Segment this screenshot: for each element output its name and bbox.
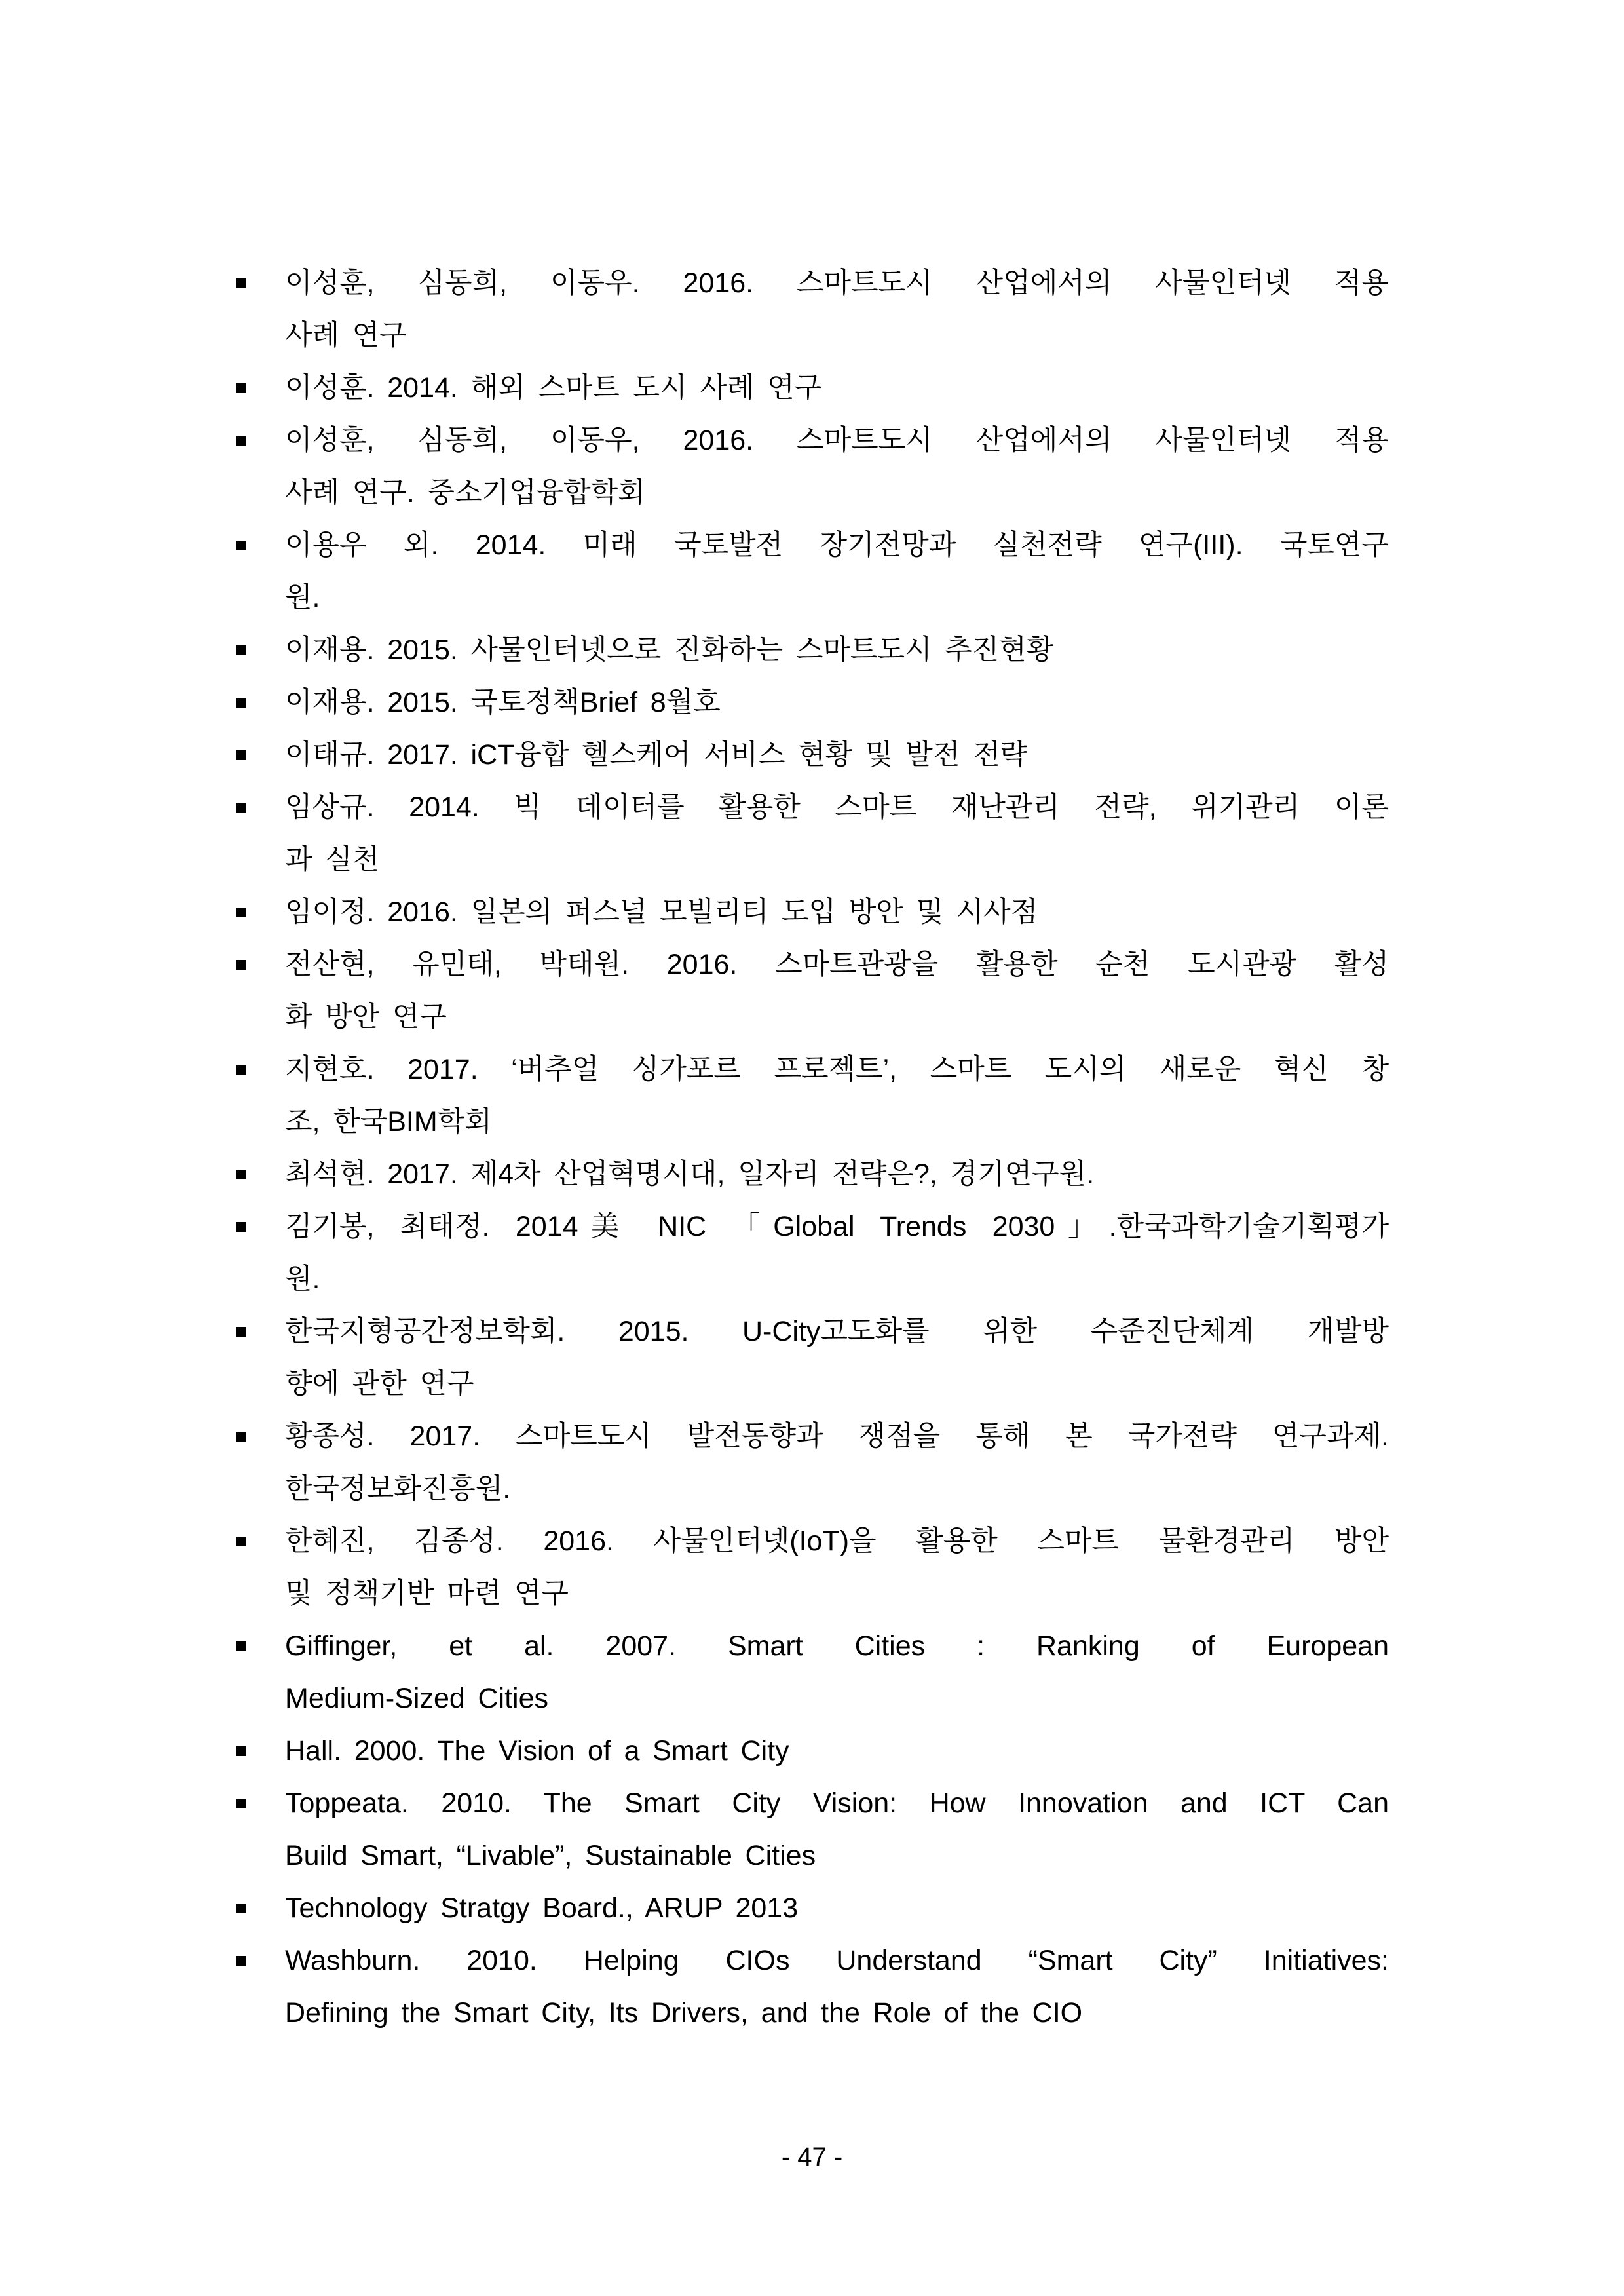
reference-line: 이성훈. 2014. 해외 스마트 도시 사례 연구 (285, 372, 822, 404)
reference-item (235, 1725, 1389, 1777)
reference-text (285, 1043, 1389, 1148)
reference-item (235, 362, 1389, 414)
square-bullet-icon (236, 1327, 246, 1337)
reference-item (235, 1305, 1389, 1410)
reference-line: 이재용. 2015. 사물인터넷으로 진화하는 스마트도시 추진현황 (285, 634, 1054, 666)
reference-line: 한국지형공간정보학회. 2015. U-City고도화를 위한 수준진단체계 개발방 (285, 1316, 1389, 1347)
reference-text (285, 1725, 1389, 1777)
reference-item (235, 1777, 1389, 1882)
page-number: - 47 - (781, 2143, 843, 2172)
reference-line: 원. (285, 1263, 320, 1295)
reference-line: Build Smart, “Livable”, Sustainable Cities (285, 1840, 816, 1871)
reference-text (285, 414, 1389, 519)
reference-text (285, 676, 1389, 729)
reference-item (235, 781, 1389, 886)
reference-text (285, 362, 1389, 414)
square-bullet-icon (236, 1432, 246, 1442)
reference-line: 향에 관한 연구 (285, 1368, 474, 1400)
reference-line: 사례 연구. 중소기업융합학회 (285, 477, 645, 508)
square-bullet-icon (236, 1065, 246, 1075)
square-bullet-icon (236, 1799, 246, 1808)
square-bullet-icon (236, 436, 246, 446)
reference-text (285, 1200, 1389, 1305)
square-bullet-icon (236, 698, 246, 708)
reference-line: 전산현, 유민태, 박태원. 2016. 스마트관광을 활용한 순천 도시관광 활성 (285, 949, 1389, 980)
reference-line: 최석현. 2017. 제4차 산업혁명시대, 일자리 전략은?, 경기연구원. (285, 1158, 1095, 1190)
reference-line: 한국정보화진흥원. (285, 1473, 511, 1504)
reference-line: 조, 한국BIM학회 (285, 1106, 492, 1138)
reference-item (235, 1882, 1389, 1934)
reference-item (235, 1410, 1389, 1515)
reference-line: 이성훈, 심동희, 이동우, 2016. 스마트도시 산업에서의 사물인터넷 적용 (285, 425, 1389, 456)
reference-line: Washburn. 2010. Helping CIOs Understand “Smart City” Initiatives: (285, 1945, 1389, 1976)
square-bullet-icon (236, 541, 246, 550)
square-bullet-icon (236, 383, 246, 393)
reference-line: 임상규. 2014. 빅 데이터를 활용한 스마트 재난관리 전략, 위기관리 이론 (285, 792, 1389, 823)
reference-text (285, 1777, 1389, 1882)
reference-item (235, 1934, 1389, 2039)
reference-line: 김기봉, 최태정. 2014美 NIC 「Global Trends 2030」.한국과학기술기획평가 (285, 1211, 1389, 1242)
square-bullet-icon (236, 1222, 246, 1232)
reference-text (285, 886, 1389, 938)
reference-line: 이태규. 2017. iCT융합 헬스케어 서비스 현황 및 발전 전략 (285, 739, 1028, 771)
reference-item (235, 624, 1389, 676)
reference-line: 이재용. 2015. 국토정책Brief 8월호 (285, 687, 721, 718)
reference-item (235, 414, 1389, 519)
reference-item (235, 1620, 1389, 1725)
reference-item (235, 1148, 1389, 1200)
reference-line: 화 방안 연구 (285, 1001, 447, 1033)
reference-item (235, 519, 1389, 624)
reference-text (285, 519, 1389, 624)
square-bullet-icon (236, 1746, 246, 1756)
square-bullet-icon (236, 278, 246, 288)
reference-line: Hall. 2000. The Vision of a Smart City (285, 1735, 789, 1767)
reference-item (235, 938, 1389, 1043)
reference-line: 사례 연구 (285, 320, 407, 351)
reference-text (285, 1882, 1389, 1934)
reference-text (285, 1620, 1389, 1725)
square-bullet-icon (236, 1537, 246, 1546)
reference-list (235, 257, 1389, 2039)
square-bullet-icon (236, 1170, 246, 1179)
reference-line: 및 정책기반 마련 연구 (285, 1578, 569, 1609)
square-bullet-icon (236, 803, 246, 813)
square-bullet-icon (236, 960, 246, 970)
reference-line: 이성훈, 심동희, 이동우. 2016. 스마트도시 산업에서의 사물인터넷 적용 (285, 267, 1389, 299)
reference-line: Giffinger, et al. 2007. Smart Cities : Ranking of European (285, 1630, 1389, 1662)
reference-text (285, 1410, 1389, 1515)
reference-item (235, 676, 1389, 729)
reference-text (285, 1305, 1389, 1410)
reference-text (285, 1934, 1389, 2039)
reference-text (285, 938, 1389, 1043)
square-bullet-icon (236, 1641, 246, 1651)
reference-line: 한혜진, 김종성. 2016. 사물인터넷(IoT)을 활용한 스마트 물환경관리 방안 (285, 1525, 1389, 1557)
square-bullet-icon (236, 908, 246, 917)
reference-text (285, 1148, 1389, 1200)
reference-line: Technology Stratgy Board., ARUP 2013 (285, 1892, 799, 1924)
square-bullet-icon (236, 645, 246, 655)
reference-line: Defining the Smart City, Its Drivers, and the Role of the CIO (285, 1997, 1083, 2029)
reference-line: Toppeata. 2010. The Smart City Vision: How Innovation and ICT Can (285, 1788, 1389, 1819)
reference-line: Medium-Sized Cities (285, 1683, 549, 1714)
reference-text (285, 781, 1389, 886)
reference-line: 지현호. 2017. ‘버추얼 싱가포르 프로젝트’, 스마트 도시의 새로운 혁신 창 (285, 1054, 1389, 1085)
reference-item (235, 1043, 1389, 1148)
square-bullet-icon (236, 750, 246, 760)
reference-line: 이용우 외. 2014. 미래 국토발전 장기전망과 실천전략 연구(III). 국토연구 (285, 529, 1389, 561)
reference-line: 임이정. 2016. 일본의 퍼스널 모빌리티 도입 방안 및 시사점 (285, 896, 1038, 928)
reference-line: 원. (285, 582, 320, 613)
reference-item (235, 729, 1389, 781)
square-bullet-icon (236, 1904, 246, 1913)
reference-item (235, 257, 1389, 362)
reference-line: 과 실천 (285, 844, 380, 875)
reference-text (285, 624, 1389, 676)
reference-item (235, 886, 1389, 938)
reference-text (285, 257, 1389, 362)
square-bullet-icon (236, 1956, 246, 1966)
reference-item (235, 1515, 1389, 1620)
reference-text (285, 729, 1389, 781)
reference-text (285, 1515, 1389, 1620)
reference-item (235, 1200, 1389, 1305)
reference-line: 황종성. 2017. 스마트도시 발전동향과 쟁점을 통해 본 국가전략 연구과제. (285, 1421, 1389, 1452)
